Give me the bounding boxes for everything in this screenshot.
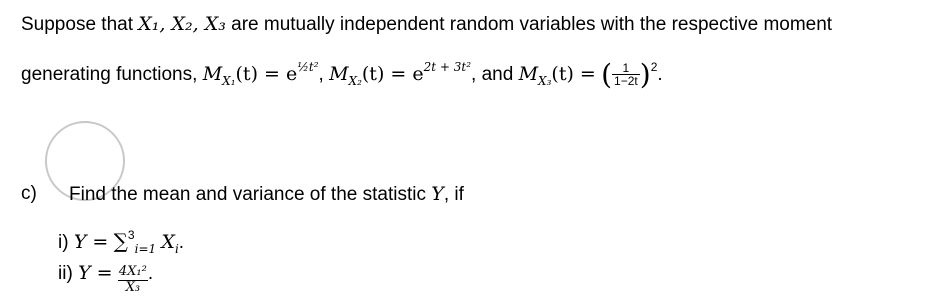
- sum-symbol: ∑: [113, 229, 128, 253]
- part-c-tail: , if: [443, 184, 464, 205]
- part-c-ii-numerator: 4X₁²: [118, 264, 147, 280]
- part-c-ii-denominator: X₃: [125, 280, 141, 295]
- mgf2-exponent: 2t + 3t²: [423, 60, 472, 74]
- part-c-i-end: .: [178, 232, 185, 253]
- mgf1-subscript: X₁: [222, 74, 236, 88]
- mgf3-exponent: 2: [650, 60, 658, 74]
- mgf1-symbol: M: [202, 63, 223, 85]
- left-paren: (: [601, 58, 613, 91]
- problem-statement-line-2: [21, 58, 663, 91]
- mgf3-denominator: 1−2t: [614, 74, 638, 89]
- part-c-label: c): [21, 183, 37, 204]
- mgf-x1: $M_{X_1}(t) = e^{\frac{1}{2}t^2}$,: [202, 60, 330, 88]
- mgf-x2: [329, 60, 519, 88]
- end-punct: .: [657, 64, 663, 85]
- part-c-ii-label: ii): [58, 263, 73, 284]
- mgf3-symbol: M: [518, 63, 539, 85]
- part-c-text: Find the mean and variance of the statistic: [69, 184, 426, 205]
- part-c-ii-fraction: [118, 265, 148, 296]
- part-c-ii-end: .: [147, 263, 154, 284]
- part-c-i-lhs: Y =: [73, 231, 109, 253]
- part-c-i: [58, 228, 184, 256]
- mgf1-exponent: ½t²: [297, 60, 319, 74]
- mgf1-argument: (t) = e: [235, 63, 298, 85]
- statistic-symbol: Y: [431, 183, 444, 205]
- mgf3-argument: (t) =: [551, 63, 596, 85]
- sum-term: X: [161, 231, 175, 253]
- right-paren: ): [639, 58, 651, 91]
- sum-upper: 3: [127, 228, 135, 242]
- mgf2-symbol: M: [329, 63, 349, 85]
- random-variables: X₁, X₂, X₃: [138, 13, 226, 35]
- sum-lower: i=1: [134, 242, 157, 256]
- part-c-ii: [58, 262, 153, 296]
- intro-text-1: Suppose that: [21, 14, 133, 35]
- and-text: , and: [471, 64, 514, 85]
- mgf3-subscript: X₃: [538, 74, 552, 88]
- part-c-ii-lhs: Y =: [78, 262, 113, 284]
- problem-statement-line-1: [21, 13, 832, 36]
- mgf-x3: [518, 58, 663, 91]
- sum-term-subscript: i: [174, 242, 179, 256]
- part-c-statement: [69, 183, 464, 206]
- mgf3-numerator: 1: [612, 62, 640, 76]
- mgf3-fraction: [612, 62, 640, 88]
- part-c-i-label: i): [58, 232, 69, 253]
- mgf2-subscript: X₂: [348, 74, 362, 88]
- mgf2-argument: (t) = e: [361, 63, 424, 85]
- intro-text-3: generating functions,: [21, 64, 198, 85]
- intro-text-2: are mutually independent random variables with the respective moment: [231, 14, 833, 35]
